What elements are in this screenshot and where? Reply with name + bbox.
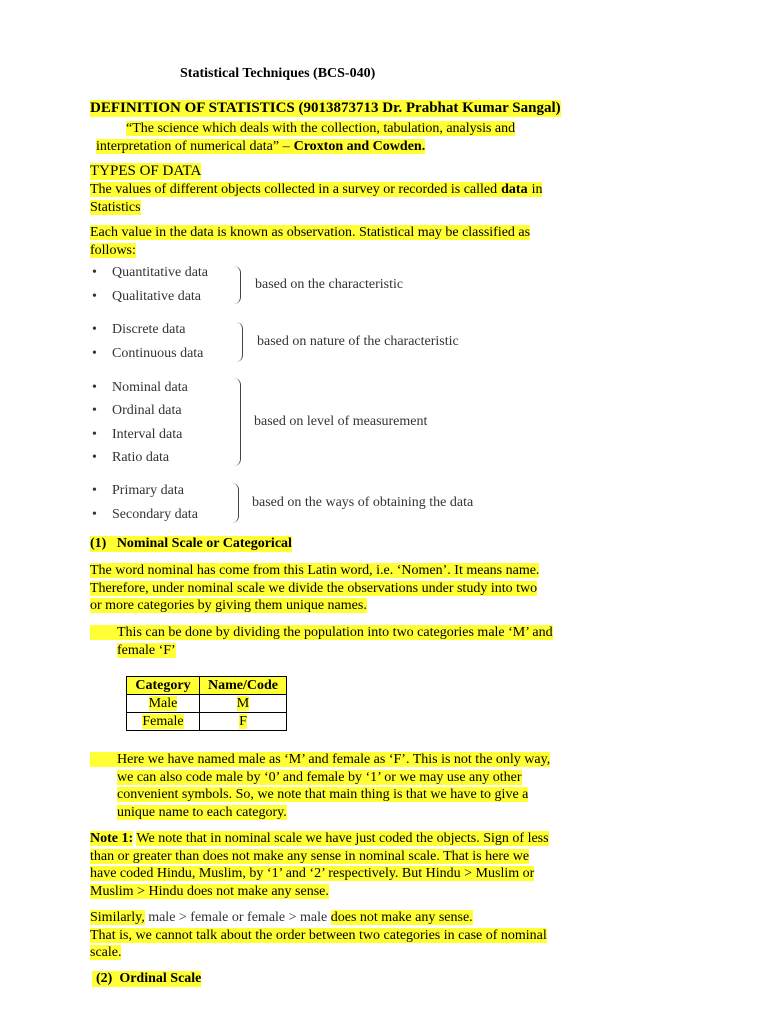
list-item: • Ordinal data <box>92 403 182 418</box>
table-cell: Female <box>142 713 184 729</box>
table-header: Category <box>127 677 200 695</box>
nominal-para-2: This can be done by dividing the population into two categories male ‘M’ and female ‘F’ <box>90 624 553 659</box>
bullet-icon: • <box>92 289 97 304</box>
category-table <box>126 676 287 731</box>
bullet-icon: • <box>92 403 97 418</box>
quote-line-1: “The science which deals with the collection, tabulation, analysis and <box>126 121 516 136</box>
list-item: • Primary data <box>92 483 184 498</box>
note-1: Note 1: We note that in nominal scale we have just coded the objects. Sign of less than or greater than does not make any sense in nominal scale. That is here we have coded Hindu, Muslim, by ‘1’ and ‘2’ respectively. But Hindu > Muslim or Muslim > Hindu does not make any sense. <box>90 831 549 899</box>
group-label: based on the characteristic <box>255 277 404 292</box>
nominal-para-3: Here we have named male as ‘M’ and female as ‘F’. This is not the only way, we can also code male by ‘0’ and female by ‘1’ or we may use any other convenient symbols. So, we note that main thing is that we have to give a unique name to each category. <box>90 751 550 821</box>
types-para-1 <box>90 181 542 216</box>
bullet-icon: • <box>92 427 97 442</box>
bullet-icon: • <box>92 346 97 361</box>
types-para-2 <box>90 224 530 259</box>
list-item: • Interval data <box>92 427 183 442</box>
brace-icon <box>234 378 241 466</box>
bullet-icon: • <box>92 265 97 280</box>
list-item: • Secondary data <box>92 507 198 522</box>
list-item: • Discrete data <box>92 322 186 337</box>
table-cell: F <box>239 713 247 729</box>
list-item: • Ratio data <box>92 450 170 465</box>
table-row <box>127 695 287 713</box>
table-cell: M <box>236 695 250 711</box>
similarly-para: Similarly, male > female or female > male does not make any sense. That is, we cannot talk about the order between two categories in case of nominal scale. <box>90 910 547 960</box>
types-heading: TYPES OF DATA <box>90 163 202 179</box>
definition-quote <box>96 120 515 155</box>
group-label: based on level of measurement <box>254 414 428 429</box>
types-para-1-b: in <box>531 182 543 197</box>
types-para-1-line2: Statistics <box>90 199 141 215</box>
list-item: • Quantitative data <box>92 265 209 280</box>
brace-icon <box>234 266 241 304</box>
quote-line-2: interpretation of numerical data” – <box>96 138 290 154</box>
nominal-para-1: The word nominal has come from this Latin word, i.e. ‘Nomen’. It means name. Therefore, under nominal scale we divide the observations under study into two or more categories by giving them unique names. <box>90 563 540 613</box>
table-row <box>127 713 287 731</box>
group-label: based on nature of the characteristic <box>257 334 459 349</box>
bullet-icon: • <box>92 380 97 395</box>
document-title: Statistical Techniques (BCS-040) <box>180 66 376 81</box>
note-label: Note 1: <box>90 831 134 846</box>
table-cell: Male <box>148 695 178 711</box>
group-label: based on the ways of obtaining the data <box>252 495 474 510</box>
list-item: • Nominal data <box>92 380 188 395</box>
comparison-example: male > female or female > male <box>148 910 328 925</box>
definition-heading: DEFINITION OF STATISTICS (9013873713 Dr. Prabhat Kumar Sangal) <box>90 100 561 116</box>
table-header-row <box>127 677 287 695</box>
nominal-heading: (1) Nominal Scale or Categorical <box>90 536 292 551</box>
types-para-2-line2: follows: <box>90 242 136 258</box>
list-item: • Continuous data <box>92 346 204 361</box>
list-item: • Qualitative data <box>92 289 202 304</box>
quote-author: Croxton and Cowden. <box>290 139 426 154</box>
bullet-icon: • <box>92 322 97 337</box>
brace-icon <box>232 483 239 523</box>
types-para-2-line1: Each value in the data is known as observation. Statistical may be classified as <box>90 225 531 240</box>
table-header: Name/Code <box>200 677 287 695</box>
brace-icon <box>236 322 243 362</box>
types-para-1-a: The values of different objects collected in a survey or recorded is called <box>90 182 498 197</box>
types-para-1-bold: data <box>497 182 531 197</box>
ordinal-heading: (2) Ordinal Scale <box>92 971 201 987</box>
bullet-icon: • <box>92 450 97 465</box>
bullet-icon: • <box>92 483 97 498</box>
bullet-icon: • <box>92 507 97 522</box>
